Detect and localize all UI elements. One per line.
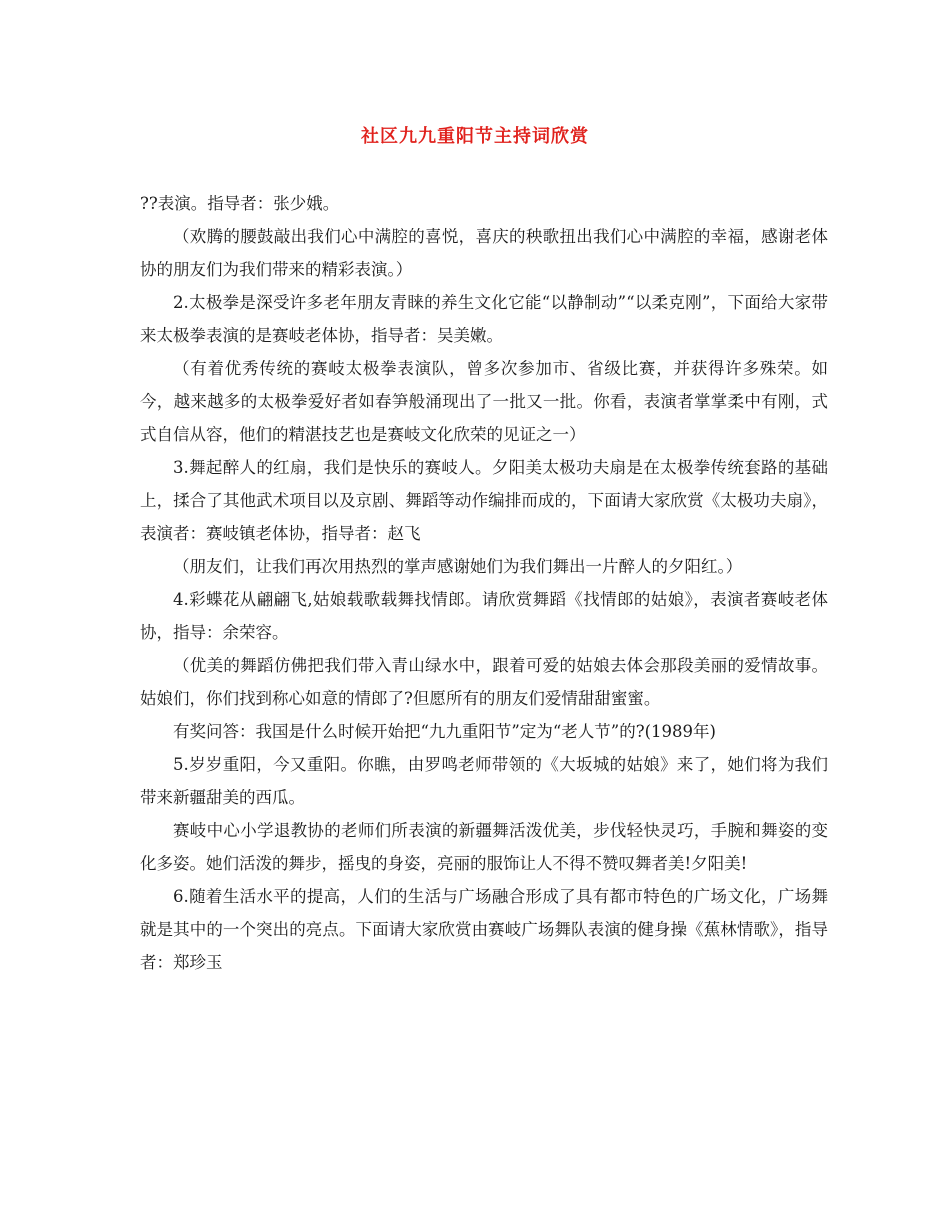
paragraph: （朋友们，让我们再次用热烈的掌声感谢她们为我们舞出一片醉人的夕阳红。） bbox=[173, 557, 743, 576]
paragraph: （有着优秀传统的赛岐太极拳表演队，曾多次参加市、省级比赛，并获得许多殊荣。如今，越来越多的太极拳爱好者如春笋般涌现出了一批又一批。你看，表演者掌掌柔中有刚，式式自信从容，他们的精湛技艺也是赛岐文化欣荣的见证之一） bbox=[140, 359, 828, 444]
document-title: 社区九九重阳节主持词欣赏 bbox=[361, 126, 589, 147]
paragraph: 6.随着生活水平的提高，人们的生活与广场融合形成了具有都市特色的广场文化，广场舞就是其中的一个突出的亮点。下面请大家欣赏由赛岐广场舞队表演的健身操《蕉林情歌》，指导者：郑珍玉 bbox=[140, 887, 828, 972]
paragraph: 3.舞起醉人的红扇，我们是快乐的赛岐人。夕阳美太极功夫扇是在太极拳传统套路的基础上，揉合了其他武术项目以及京剧、舞蹈等动作编排而成的，下面请大家欣赏《太极功夫扇》，表演者：赛岐镇老体协，指导者：赵飞 bbox=[140, 458, 828, 543]
paragraph: 有奖问答：我国是什么时候开始把“九九重阳节”定为“老人节”的?(1989年) bbox=[173, 722, 716, 741]
paragraph: 4.彩蝶花从翩翩飞,姑娘载歌载舞找情郎。请欣赏舞蹈《找情郎的姑娘》，表演者赛岐老体协，指导：余荣容。 bbox=[140, 590, 828, 642]
paragraph: 2.太极拳是深受许多老年朋友青睐的养生文化它能“以静制动”“以柔克刚”，下面给大家带来太极拳表演的是赛岐老体协，指导者：吴美嫩。 bbox=[140, 293, 828, 345]
paragraph: 赛岐中心小学退教协的老师们所表演的新疆舞活泼优美，步伐轻快灵巧，手腕和舞姿的变化多姿。她们活泼的舞步，摇曳的身姿，亮丽的服饰让人不得不赞叹舞者美!夕阳美! bbox=[140, 821, 828, 873]
paragraph: ??表演。指导者：张少娥。 bbox=[140, 194, 340, 213]
paragraph: （欢腾的腰鼓敲出我们心中满腔的喜悦，喜庆的秧歌扭出我们心中满腔的幸福，感谢老体协的朋友们为我们带来的精彩表演。） bbox=[140, 227, 828, 279]
document-body bbox=[140, 187, 828, 979]
paragraph: 5.岁岁重阳，今又重阳。你瞧，由罗鸣老师带领的《大坂城的姑娘》来了，她们将为我们带来新疆甜美的西瓜。 bbox=[140, 755, 828, 807]
paragraph: （优美的舞蹈仿佛把我们带入青山绿水中，跟着可爱的姑娘去体会那段美丽的爱情故事。姑娘们，你们找到称心如意的情郎了?但愿所有的朋友们爱情甜甜蜜蜜。 bbox=[140, 656, 828, 708]
